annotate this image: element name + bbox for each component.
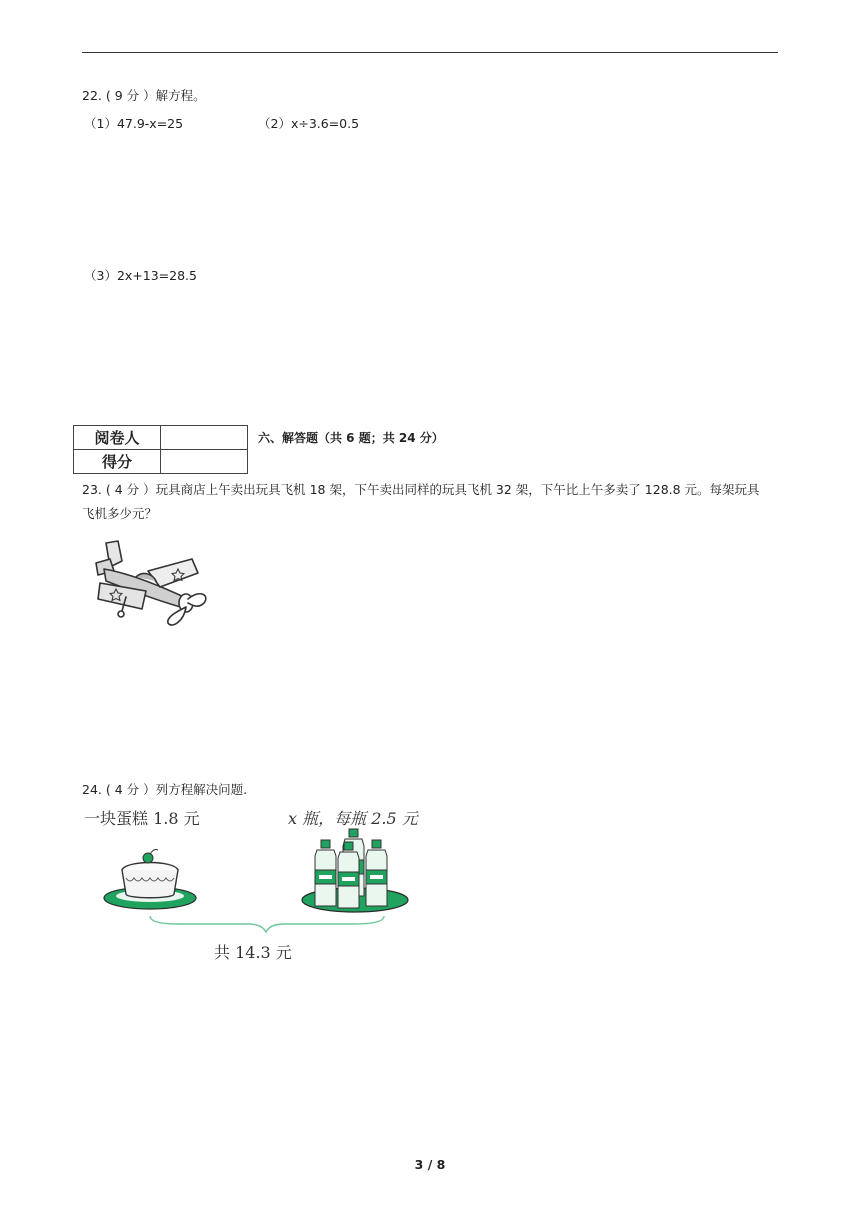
score-box — [73, 425, 248, 474]
section-title: 六、解答题（共 6 题；共 24 分） — [258, 431, 444, 445]
cake-image — [100, 846, 200, 914]
cake-price-label: 一块蛋糕 1.8 元 — [84, 809, 200, 828]
q22-part2: （2）x÷3.6=0.5 — [258, 116, 360, 131]
toy-airplane-image — [88, 537, 210, 633]
page-number: 3 / 8 — [414, 1157, 446, 1172]
q24-header: 24. ( 4 分 ）列方程解决问题. — [82, 782, 248, 797]
reviewer-field — [161, 426, 248, 450]
q22-part3: （3）2x+13=28.5 — [84, 268, 197, 283]
total-brace — [148, 912, 388, 936]
total-price-label: 共 14.3 元 — [214, 943, 292, 962]
q23-text: 23. ( 4 分 ）玩具商店上午卖出玩具飞机 18 架，下午卖出同样的玩具飞机 32 架，下午比上午多卖了 128.8 元。每架玩具飞机多少元？ — [82, 482, 760, 521]
header-rule — [82, 52, 778, 53]
bottles-image — [300, 826, 410, 918]
reviewer-label: 阅卷人 — [74, 426, 161, 450]
q22-header: 22. ( 9 分 ）解方程。 — [82, 88, 206, 103]
score-field — [161, 450, 248, 474]
score-label: 得分 — [74, 450, 161, 474]
bottle-price-label: x 瓶，每瓶 2.5 元 — [288, 809, 418, 828]
q22-part1: （1）47.9-x=25 — [84, 116, 184, 131]
